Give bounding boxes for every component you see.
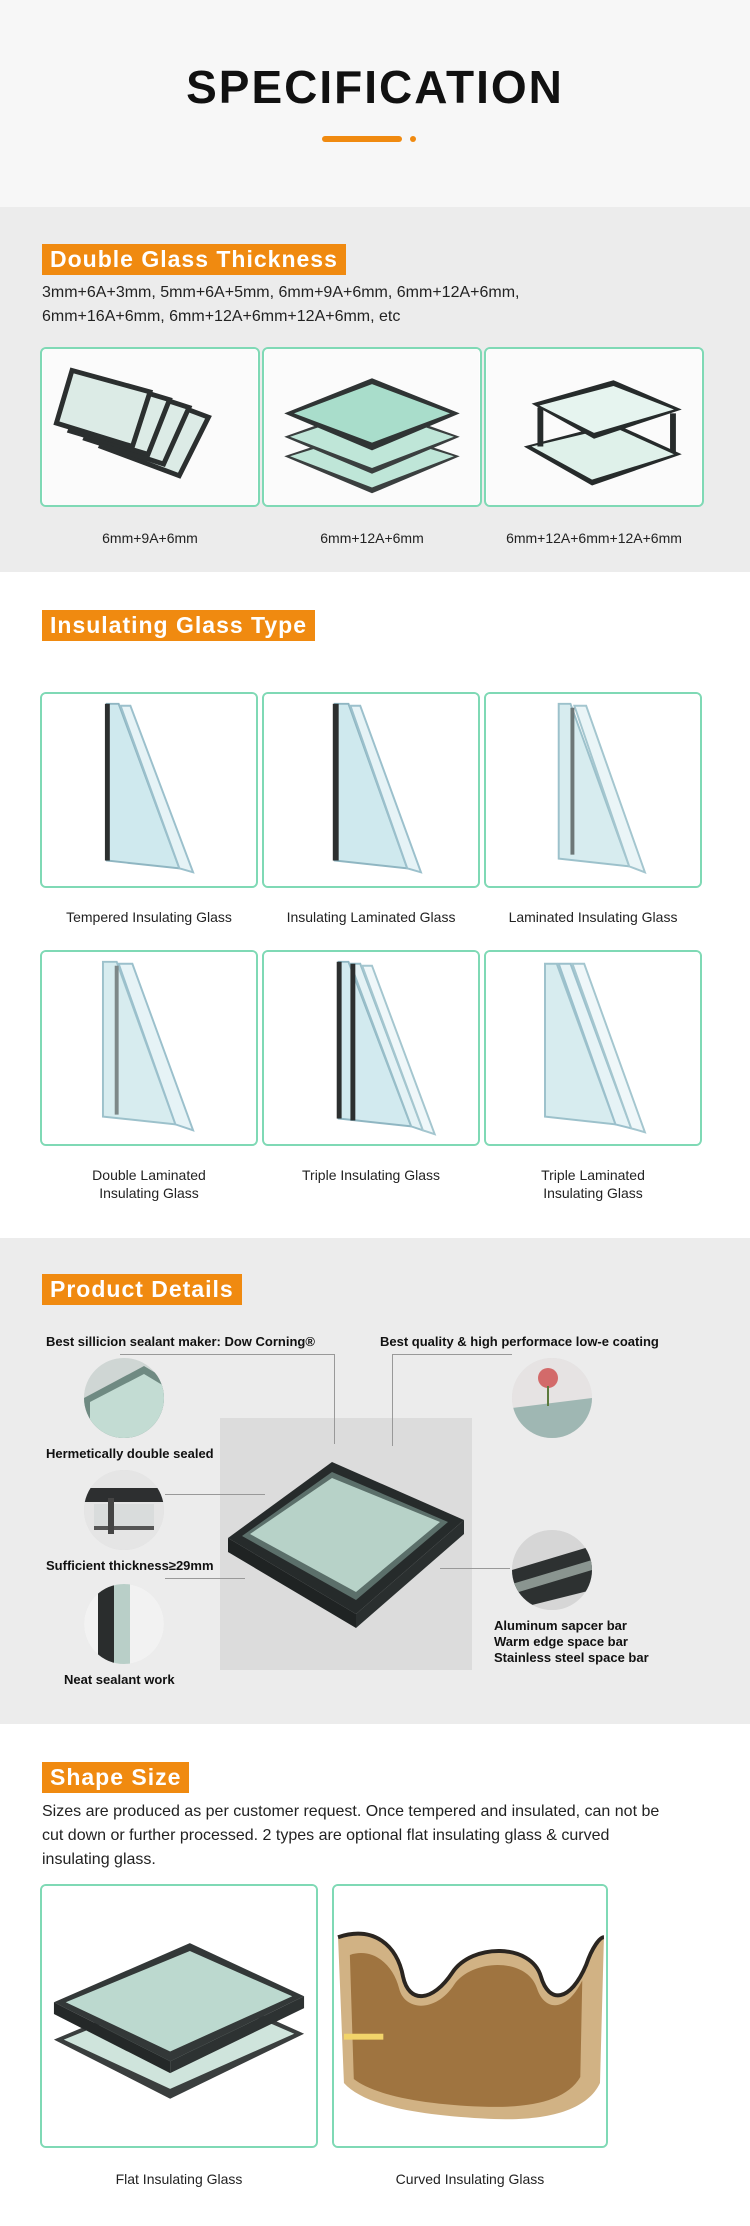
connector-line xyxy=(392,1354,512,1355)
type-caption-triple-laminated xyxy=(484,1166,702,1202)
title-underline-bar xyxy=(322,136,402,142)
connector-line xyxy=(440,1568,510,1569)
label-sufficient-thickness: Sufficient thickness≥29mm xyxy=(46,1558,214,1573)
type-caption-laminated-insulating: Laminated Insulating Glass xyxy=(508,909,678,925)
section-title-thickness: Double Glass Thickness xyxy=(42,244,346,275)
page-title: SPECIFICATION xyxy=(186,61,564,113)
title-underline-dot xyxy=(410,136,416,142)
shape-line-1: Sizes are produced as per customer request. Once tempered and insulated, can not be xyxy=(42,1803,660,1820)
thickness-caption-1: 6mm+9A+6mm xyxy=(102,530,198,546)
thickness-image-1 xyxy=(40,347,260,507)
section-types xyxy=(0,572,750,1238)
thickness-detail-image xyxy=(84,1470,164,1550)
label-sealant-maker: Best sillicion sealant maker: Dow Corning® xyxy=(46,1334,315,1349)
sealant-work-detail-image xyxy=(84,1584,164,1664)
section-thickness xyxy=(0,207,750,572)
shape-image-flat xyxy=(40,1884,318,2148)
shape-description xyxy=(42,1800,659,1872)
type-image-insulating-laminated xyxy=(262,692,480,888)
type-caption-insulating-laminated: Insulating Laminated Glass xyxy=(286,909,456,925)
label-stainless-spacer: Stainless steel space bar xyxy=(494,1650,649,1665)
shape-caption-curved: Curved Insulating Glass xyxy=(395,2171,545,2187)
connector-line xyxy=(334,1354,335,1444)
type-image-tempered xyxy=(40,692,258,888)
section-title-shape: Shape Size xyxy=(42,1762,189,1793)
section-details xyxy=(0,1238,750,1724)
spacer-bar-detail-image xyxy=(512,1530,592,1610)
shape-line-3: insulating glass. xyxy=(42,1851,156,1868)
shape-image-curved xyxy=(332,1884,608,2148)
type-caption-double-laminated xyxy=(40,1166,258,1202)
thickness-caption-2: 6mm+12A+6mm xyxy=(320,530,424,546)
connector-line xyxy=(165,1578,245,1579)
hero-header xyxy=(0,0,750,207)
shape-caption-flat: Flat Insulating Glass xyxy=(115,2171,243,2187)
type-caption-double-laminated-line2: Insulating Glass xyxy=(99,1185,199,1201)
thickness-caption-3: 6mm+12A+6mm+12A+6mm xyxy=(506,530,682,546)
type-caption-triple-laminated-line2: Insulating Glass xyxy=(543,1185,643,1201)
section-title-types: Insulating Glass Type xyxy=(42,610,315,641)
label-hermetically-sealed: Hermetically double sealed xyxy=(46,1446,214,1461)
type-image-double-laminated xyxy=(40,950,258,1146)
lowe-coating-detail-image xyxy=(512,1358,592,1438)
label-neat-sealant: Neat sealant work xyxy=(64,1672,175,1687)
product-main-image xyxy=(220,1418,472,1670)
thickness-image-3 xyxy=(484,347,704,507)
type-image-laminated-insulating xyxy=(484,692,702,888)
thickness-image-2 xyxy=(262,347,482,507)
thickness-line-2: 6mm+16A+6mm, 6mm+12A+6mm+12A+6mm, etc xyxy=(42,308,401,325)
connector-line xyxy=(392,1354,393,1446)
type-caption-triple-laminated-line1: Triple Laminated xyxy=(541,1167,645,1183)
type-caption-double-laminated-line1: Double Laminated xyxy=(92,1167,206,1183)
section-title-details: Product Details xyxy=(42,1274,242,1305)
connector-line xyxy=(120,1354,335,1355)
sealed-detail-image xyxy=(84,1358,164,1438)
connector-line xyxy=(165,1494,265,1495)
section-shape xyxy=(0,1724,750,2226)
type-caption-triple-insulating: Triple Insulating Glass xyxy=(302,1167,440,1183)
type-caption-tempered: Tempered Insulating Glass xyxy=(66,909,232,925)
label-lowe-coating: Best quality & high performace low-e coating xyxy=(380,1334,659,1349)
label-warm-edge-spacer: Warm edge space bar xyxy=(494,1634,628,1649)
label-spacer-bars xyxy=(494,1618,649,1666)
type-image-triple-insulating xyxy=(262,950,480,1146)
label-aluminum-spacer: Aluminum sapcer bar xyxy=(494,1618,627,1633)
type-image-triple-laminated xyxy=(484,950,702,1146)
thickness-line-1: 3mm+6A+3mm, 5mm+6A+5mm, 6mm+9A+6mm, 6mm+12A+6mm, xyxy=(42,284,520,301)
thickness-description xyxy=(42,281,519,329)
shape-line-2: cut down or further processed. 2 types are optional flat insulating glass & curved xyxy=(42,1827,610,1844)
